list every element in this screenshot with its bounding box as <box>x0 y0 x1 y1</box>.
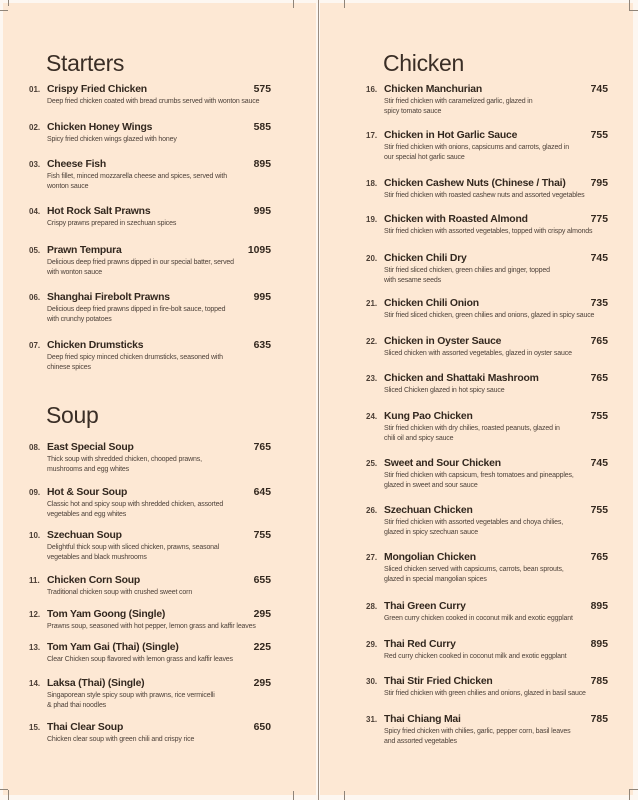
item-description <box>384 424 599 444</box>
item-description-line: vegetables and egg whites <box>47 511 127 518</box>
item-description-line: glazed in spicy szechuan sauce <box>384 529 478 536</box>
item-description <box>384 565 599 585</box>
item-price: 645 <box>253 487 271 498</box>
item-price: 1095 <box>247 245 271 256</box>
item-price: 795 <box>590 178 608 189</box>
item-description-line: Prawns soup, seasoned with hot pepper, lemon grass and kaffir leaves <box>47 623 256 630</box>
item-price: 765 <box>590 552 608 563</box>
item-number: 13. <box>29 643 41 652</box>
item-description-line: Spicy fried chicken wings glazed with honey <box>47 136 177 143</box>
crop-mark <box>344 0 345 8</box>
item-description-line: Stir fried chicken with green chilies and onions, glazed in basil sauce <box>384 690 586 697</box>
item-number: 19. <box>366 215 378 224</box>
item-number: 02. <box>29 123 41 132</box>
item-description-line: with wonton sauce <box>47 269 103 276</box>
item-description-line: with sesame seeds <box>384 277 441 284</box>
item-description-line: Stir fried chicken with capsicum, fresh tomatoes and pineapples, <box>384 472 574 479</box>
item-description-line: & phad thai noodles <box>47 702 107 709</box>
crop-mark <box>8 790 9 800</box>
item-number: 29. <box>366 640 378 649</box>
item-description-line: mushrooms and egg whites <box>47 466 129 473</box>
item-number: 09. <box>29 488 41 497</box>
item-description <box>47 588 262 598</box>
item-price: 650 <box>253 722 271 733</box>
item-description-line: spicy tomato sauce <box>384 108 442 115</box>
item-description <box>47 455 262 475</box>
item-description <box>47 353 262 373</box>
item-name: Szechuan Chicken <box>384 505 473 516</box>
item-number: 05. <box>29 246 41 255</box>
item-description-line: Deep fried spicy minced chicken drumsticks, seasoned with <box>47 354 223 361</box>
item-description-line: glazed in special mangolian spices <box>384 576 487 583</box>
item-name: Thai Chiang Mai <box>384 714 461 725</box>
item-price: 785 <box>590 714 608 725</box>
item-number: 18. <box>366 179 378 188</box>
item-description-line: Stir fried chicken with onions, capsicums and carrots, glazed in <box>384 144 569 151</box>
item-description-line: glazed in sweet and sour sauce <box>384 482 478 489</box>
item-description <box>47 258 262 278</box>
item-description-line: Sliced chicken with assorted vegetables, glazed in oyster sauce <box>384 350 572 357</box>
item-name: Chicken and Shattaki Mashroom <box>384 373 539 384</box>
crop-mark <box>8 0 9 6</box>
item-name: Cheese Fish <box>47 159 107 170</box>
item-description-line: wonton sauce <box>47 183 89 190</box>
item-price: 225 <box>253 642 271 653</box>
section-title: Soup <box>46 402 99 428</box>
item-price: 755 <box>590 411 608 422</box>
item-number: 16. <box>366 85 378 94</box>
item-number: 20. <box>366 254 378 263</box>
item-name: Prawn Tempura <box>47 245 122 256</box>
item-name: Thai Clear Soup <box>47 722 124 733</box>
crop-mark <box>629 10 638 11</box>
item-description <box>384 143 599 163</box>
crop-mark <box>293 0 294 8</box>
item-description-line: Sliced Chicken glazed in hot spicy sauce <box>384 387 505 394</box>
item-name: Chicken Manchurian <box>384 84 483 95</box>
item-description <box>384 386 599 396</box>
item-description-line: Spicy fried chicken with chilies, garlic, pepper corn, basil leaves <box>384 728 571 735</box>
item-price: 765 <box>590 373 608 384</box>
item-name: Mongolian Chicken <box>384 552 476 563</box>
item-number: 07. <box>29 341 41 350</box>
item-name: Tom Yam Goong (Single) <box>47 609 166 620</box>
item-name: Chicken in Oyster Sauce <box>384 336 502 347</box>
item-description-line: Traditional chicken soup with crushed sweet corn <box>47 589 193 596</box>
item-price: 895 <box>590 601 608 612</box>
item-price: 785 <box>590 676 608 687</box>
item-name: Kung Pao Chicken <box>384 411 473 422</box>
item-number: 06. <box>29 293 41 302</box>
item-description <box>384 614 599 624</box>
item-number: 24. <box>366 412 378 421</box>
item-description <box>47 622 262 632</box>
item-description <box>47 135 262 145</box>
item-price: 575 <box>253 84 271 95</box>
item-price: 775 <box>590 214 608 225</box>
item-number: 30. <box>366 677 378 686</box>
item-name: Shanghai Firebolt Prawns <box>47 292 170 303</box>
item-description-line: Delicious deep fried prawns dipped in our special batter, served <box>47 259 234 266</box>
item-number: 15. <box>29 723 41 732</box>
item-description-line: Fish fillet, minced mozzarella cheese and spices, served with <box>47 173 227 180</box>
item-description-line: Stir fried chicken with dry chilies, roasted peanuts, glazed in <box>384 425 560 432</box>
item-description <box>384 689 599 699</box>
item-price: 895 <box>590 639 608 650</box>
item-description-line: vegetables and black mushrooms <box>47 554 147 561</box>
item-description <box>384 471 599 491</box>
item-description <box>384 727 599 747</box>
item-name: Sweet and Sour Chicken <box>384 458 501 469</box>
item-description-line: Stir fried chicken with caramelized garlic, glazed in <box>384 98 533 105</box>
item-description <box>384 227 599 237</box>
item-description-line: chili oil and spicy sauce <box>384 435 454 442</box>
section-title: Starters <box>46 50 125 76</box>
item-price: 995 <box>253 292 271 303</box>
crop-mark <box>629 789 638 790</box>
item-name: Tom Yam Gai (Thai) (Single) <box>47 642 179 653</box>
item-price: 765 <box>590 336 608 347</box>
item-name: Crispy Fried Chicken <box>47 84 147 95</box>
item-name: Chicken Chili Onion <box>384 298 479 309</box>
item-description-line: Delicious deep fried prawns dipped in fire-bolt sauce, topped <box>47 306 226 313</box>
item-description-line: Sliced chicken served with capsicums, carrots, bean sprouts, <box>384 566 564 573</box>
item-number: 26. <box>366 506 378 515</box>
item-price: 755 <box>590 505 608 516</box>
item-number: 22. <box>366 337 378 346</box>
crop-mark <box>629 0 630 10</box>
item-description-line: Stir fried sliced chicken, green chilies and onions, glazed in spicy sauce <box>384 312 595 319</box>
item-description-line: with crunchy potatoes <box>47 316 112 323</box>
item-description-line: Delightful thick soup with sliced chicken, prawns, seasonal <box>47 544 220 551</box>
item-description-line: Thick soup with shredded chicken, chooped prawns, <box>47 456 202 463</box>
section-title: Chicken <box>383 50 464 76</box>
item-description-line: Classic hot and spicy soup with shredded chicken, assorted <box>47 501 224 508</box>
item-price: 745 <box>590 253 608 264</box>
item-description-line: Clear Chicken soup flavored with lemon grass and kaffir leaves <box>47 656 233 663</box>
item-description-line: chinese spices <box>47 364 91 371</box>
item-number: 25. <box>366 459 378 468</box>
item-description <box>47 172 262 192</box>
item-price: 745 <box>590 84 608 95</box>
crop-mark <box>629 790 630 800</box>
item-name: Hot Rock Salt Prawns <box>47 206 151 217</box>
item-description <box>384 191 599 201</box>
item-description <box>47 655 262 665</box>
item-price: 755 <box>590 130 608 141</box>
item-name: East Special Soup <box>47 442 134 453</box>
item-description <box>47 543 262 563</box>
item-name: Thai Green Curry <box>384 601 466 612</box>
item-name: Chicken Cashew Nuts (Chinese / Thai) <box>384 178 566 189</box>
item-number: 01. <box>29 85 41 94</box>
item-description-line: Red curry chicken cooked in coconut milk and exotic eggplant <box>384 653 567 660</box>
item-description <box>384 311 599 321</box>
item-price: 655 <box>253 575 271 586</box>
item-description <box>47 735 262 745</box>
item-description <box>47 691 262 711</box>
item-description-line: Stir fried chicken with roasted cashew nuts and assorted vegetables <box>384 192 585 199</box>
item-number: 14. <box>29 679 41 688</box>
item-price: 635 <box>253 340 271 351</box>
item-name: Chicken with Roasted Almond <box>384 214 528 225</box>
item-number: 31. <box>366 715 378 724</box>
item-description <box>384 97 599 117</box>
item-number: 17. <box>366 131 378 140</box>
item-description-line: Crispy prawns prepared in szechuan spices <box>47 220 177 227</box>
item-description <box>384 266 599 286</box>
item-number: 23. <box>366 374 378 383</box>
item-number: 12. <box>29 610 41 619</box>
item-description <box>47 97 262 107</box>
item-price: 745 <box>590 458 608 469</box>
item-number: 04. <box>29 207 41 216</box>
item-number: 08. <box>29 443 41 452</box>
item-price: 295 <box>253 678 271 689</box>
item-number: 21. <box>366 299 378 308</box>
page-fold-divider <box>318 0 319 800</box>
item-price: 895 <box>253 159 271 170</box>
item-number: 11. <box>29 576 40 585</box>
item-name: Chicken Drumsticks <box>47 340 144 351</box>
item-price: 295 <box>253 609 271 620</box>
item-description-line: Stir fried chicken with assorted vegetables, topped with crispy almonds <box>384 228 593 235</box>
item-description-line: and assorted vegetables <box>384 738 457 745</box>
item-price: 735 <box>590 298 608 309</box>
item-name: Chicken Honey Wings <box>47 122 153 133</box>
item-description <box>47 219 262 229</box>
crop-mark <box>0 10 8 11</box>
item-description-line: Chicken clear soup with green chili and crispy rice <box>47 736 195 743</box>
item-price: 995 <box>253 206 271 217</box>
item-description <box>384 349 599 359</box>
item-name: Chicken Chili Dry <box>384 253 467 264</box>
item-description-line: Deep fried chicken coated with bread crumbs served with wonton sauce <box>47 98 260 105</box>
item-number: 10. <box>29 531 41 540</box>
item-description-line: Stir fried chicken with assorted vegetables and choya chilies, <box>384 519 564 526</box>
crop-mark <box>0 789 8 790</box>
crop-mark <box>293 791 294 800</box>
item-name: Thai Red Curry <box>384 639 456 650</box>
item-description-line: our special hot garlic sauce <box>384 154 465 161</box>
item-description <box>47 500 262 520</box>
item-description-line: Green curry chicken cooked in coconut milk and exotic eggplant <box>384 615 573 622</box>
item-number: 03. <box>29 160 41 169</box>
item-name: Hot & Sour Soup <box>47 487 128 498</box>
item-name: Chicken in Hot Garlic Sauce <box>384 130 518 141</box>
item-name: Szechuan Soup <box>47 530 122 541</box>
item-number: 27. <box>366 553 378 562</box>
crop-mark <box>344 791 345 800</box>
item-name: Thai Stir Fried Chicken <box>384 676 493 687</box>
item-description <box>384 652 599 662</box>
item-description <box>47 305 262 325</box>
item-description-line: Singaporean style spicy soup with prawns, rice vermicelli <box>47 692 215 699</box>
item-description <box>384 518 599 538</box>
item-price: 765 <box>253 442 271 453</box>
item-name: Laksa (Thai) (Single) <box>47 678 145 689</box>
item-price: 755 <box>253 530 271 541</box>
item-description-line: Stir fried sliced chicken, green chilies and ginger, topped <box>384 267 550 274</box>
item-price: 585 <box>253 122 271 133</box>
item-name: Chicken Corn Soup <box>47 575 141 586</box>
item-number: 28. <box>366 602 378 611</box>
